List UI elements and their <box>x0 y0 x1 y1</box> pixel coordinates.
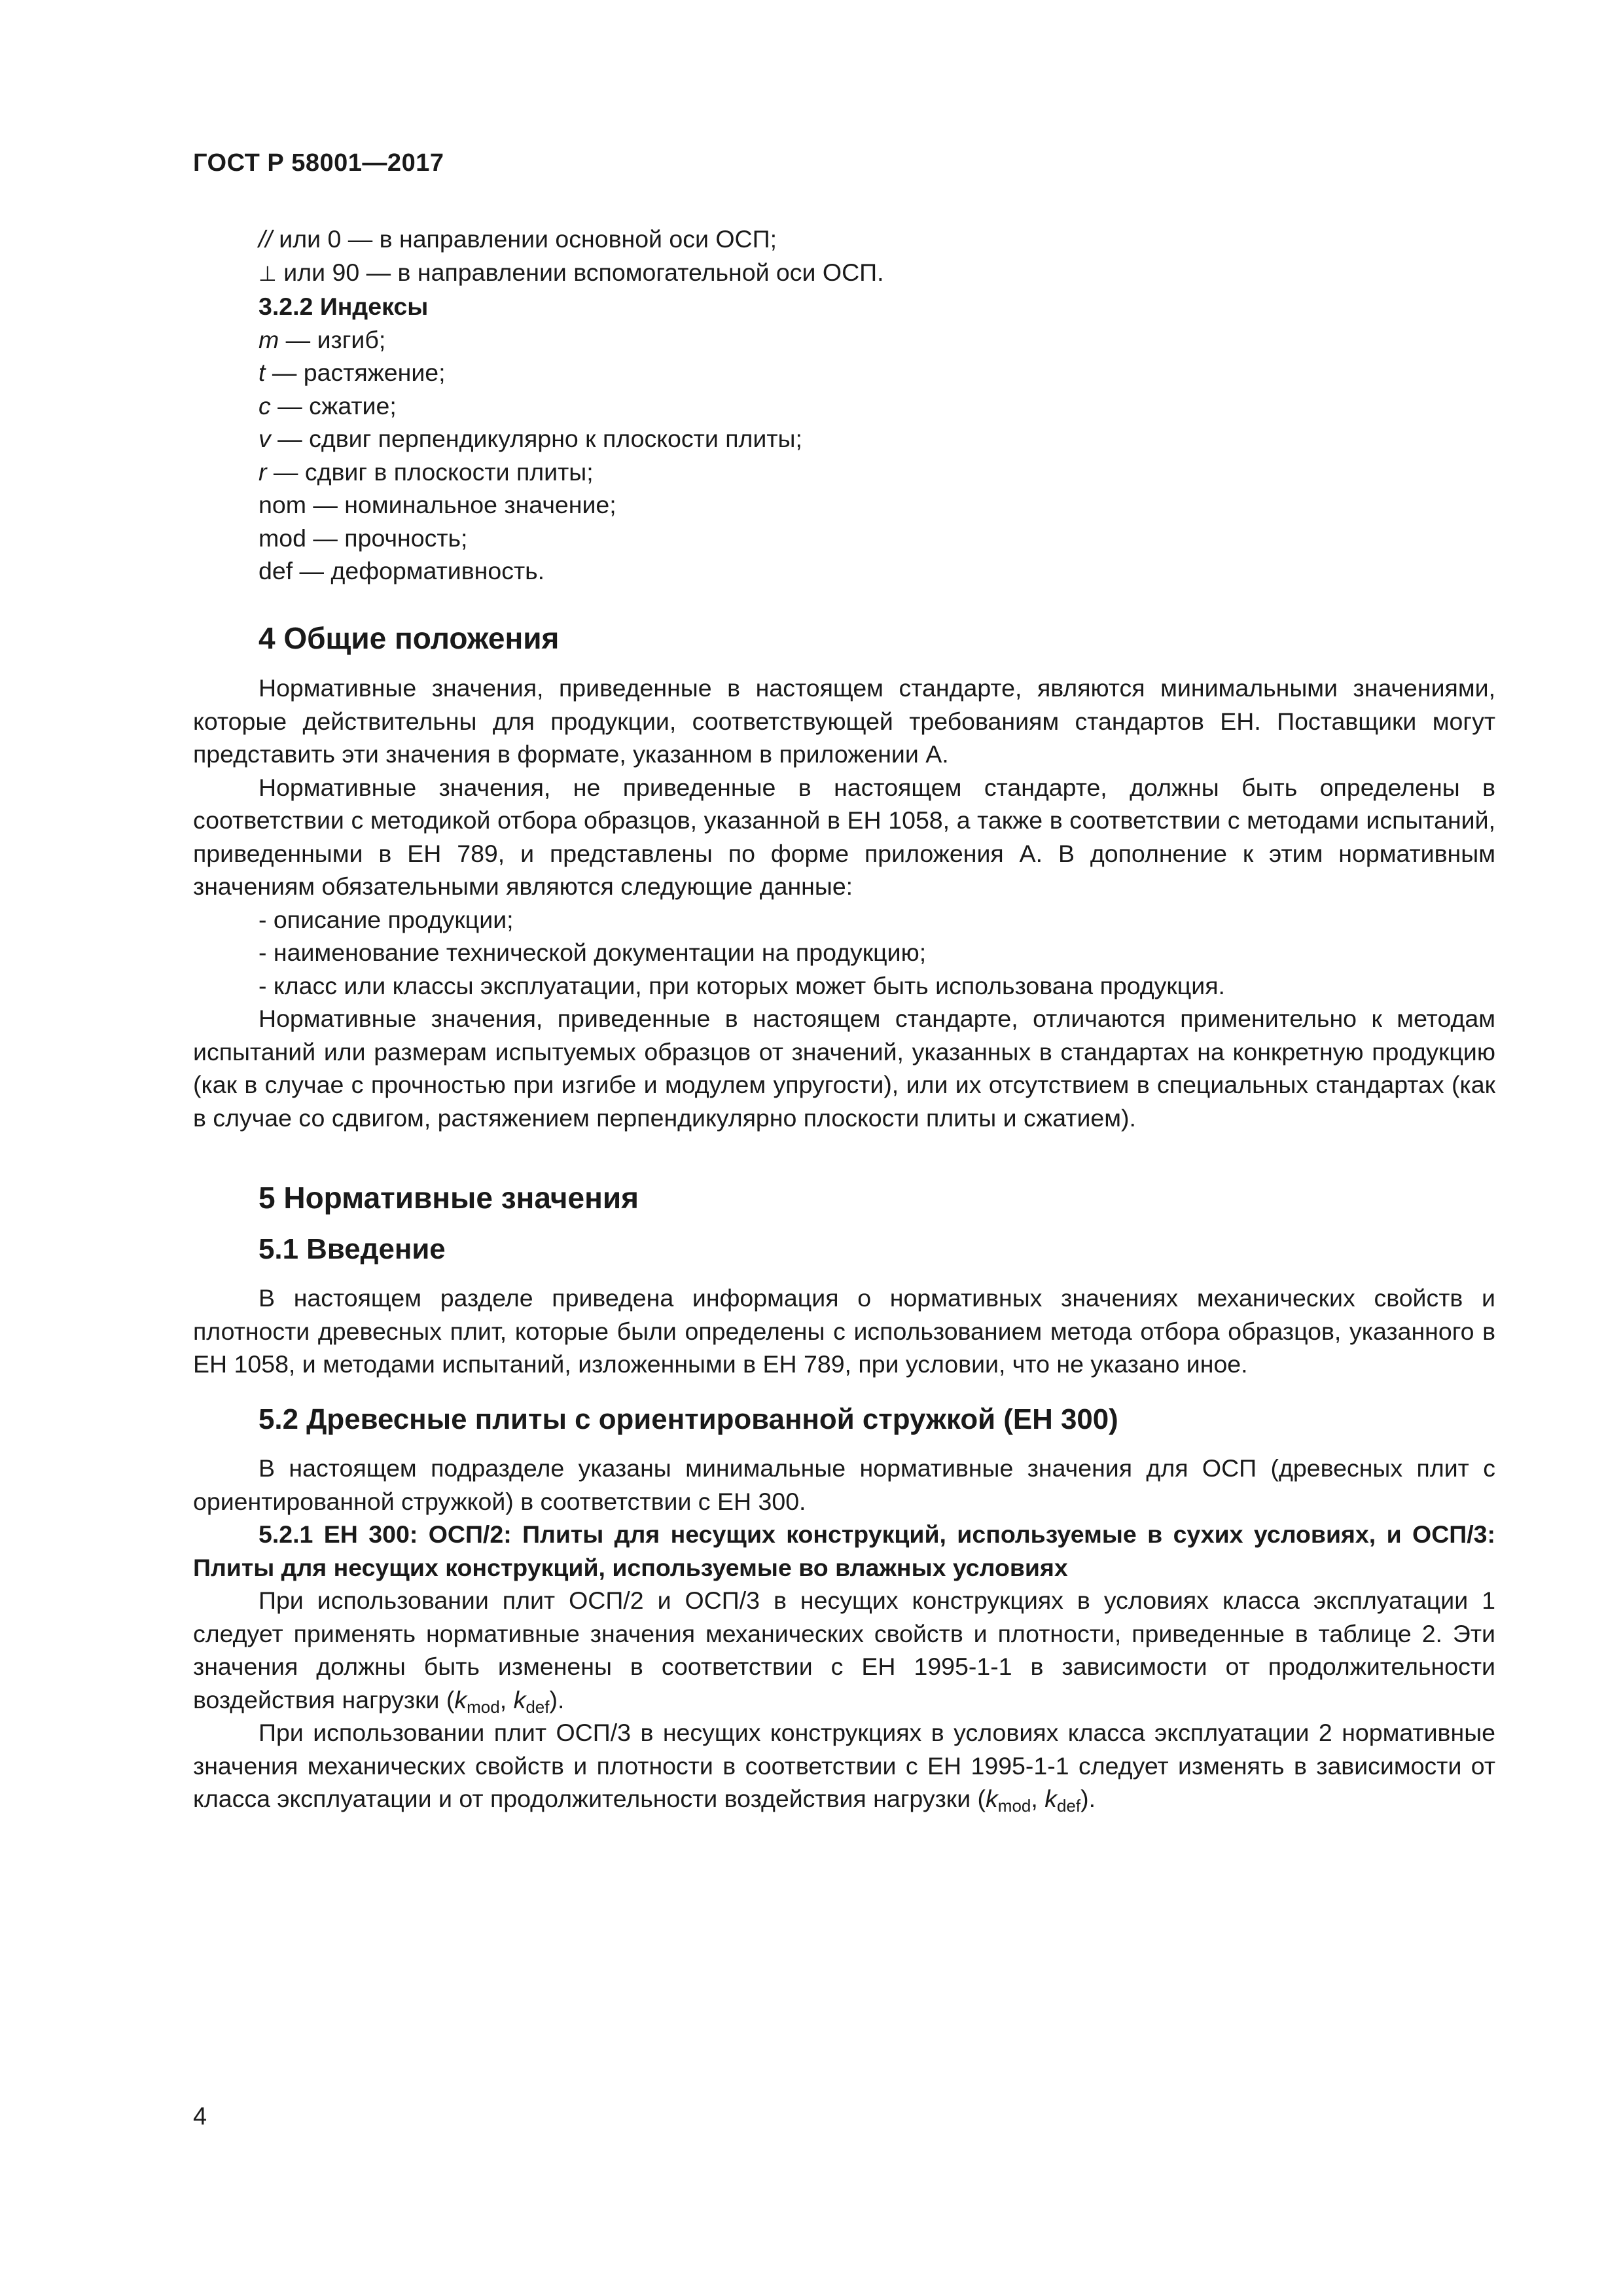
k-symbol: k <box>454 1685 467 1713</box>
def-subscript: def <box>1056 1796 1081 1816</box>
index-text: — номинальное значение; <box>306 491 616 518</box>
index-symbol: r <box>259 457 267 486</box>
mod-subscript: mod <box>467 1696 500 1717</box>
index-line <box>193 554 1495 588</box>
section-4-paragraph: Нормативные значения, приведенные в настоящем стандарте, отличаются применительно к методам испытаний или размерам испытуемых образцов от значений, указанных в стандартах на конкретную продукцию (как в случае с прочностью при изгибе и модулем упругости), или их отсутствием в специальных стандартах (как в случае со сдвигом, растяжением перпендикулярно плоскости плиты и сжатием). <box>193 1005 1495 1132</box>
subsection-5-2-text: В настоящем подразделе указаны минимальные нормативные значения для ОСП (древесных плит с ориентированной стружкой) в соответствии с ЕН 300. <box>193 1454 1495 1515</box>
k-symbol: k <box>513 1685 526 1713</box>
indices-heading: 3.2.2 Индексы <box>259 293 429 320</box>
symbol-line <box>193 223 1495 256</box>
list-item: - описание продукции; <box>259 905 514 933</box>
subsection-5-2-1-paragraph <box>193 1716 1495 1816</box>
section-5-title: 5 Нормативные значения <box>259 1181 639 1215</box>
section-4-title: 4 Общие положения <box>259 620 560 655</box>
index-symbol: v <box>259 425 271 452</box>
subsection-5-2-title: 5.2 Древесные плиты с ориентированной стружкой (ЕН 300) <box>259 1403 1118 1435</box>
index-line <box>193 422 1495 456</box>
index-symbol: mod <box>259 524 306 552</box>
paragraph-text: При использовании плит ОСП/2 и ОСП/3 в несущих конструкциях в условиях класса эксплуатации 1 следует применять нормативные значения механических свойств и плотности, приведенные в таблице 2. Эти значения должны быть изменены в соответствии с ЕН 1995-1-1 в зависимости от продолжительности воздействия нагрузки ( <box>193 1587 1495 1713</box>
paragraph-text: При использовании плит ОСП/3 в несущих конструкциях в условиях класса эксплуатации 2 нормативные значения механических свойств и плотности в соответствии с ЕН 1995-1-1 следует изменять в зависимости от класса эксплуатации и от продолжительности воздействия нагрузки ( <box>193 1719 1495 1812</box>
subsection-5-1-text: В настоящем разделе приведена информация о нормативных значениях механических свойств и плотности древесных плит, которые были определены с использованием метода отбора образцов, указанного в ЕН 1058, и методами испытаний, изложенными в ЕН 789, при условии, что не указано иное. <box>193 1284 1495 1378</box>
closing: ). <box>549 1685 565 1713</box>
page-number: 4 <box>193 2103 207 2130</box>
subsection-5-2-1-paragraph <box>193 1584 1495 1716</box>
subsection-5-2-1-title: 5.2.1 ЕН 300: ОСП/2: Плиты для несущих конструкций, используемые в сухих условиях, и ОСП/3: Плиты для несущих конструкций, используемые во влажных условиях <box>193 1520 1495 1581</box>
symbol-text: или 0 — в направлении основной оси ОСП; <box>272 225 777 253</box>
index-line <box>193 456 1495 489</box>
closing: ). <box>1080 1785 1096 1812</box>
index-text: — сжатие; <box>270 391 397 420</box>
section-4-paragraph: Нормативные значения, приведенные в настоящем стандарте, являются минимальными значениями, которые действительны для продукции, соответствующей требованиям стандартов ЕН. Поставщики могут представить эти значения в формате, указанном в приложении А. <box>193 674 1495 768</box>
index-text: — деформативность. <box>293 557 545 584</box>
index-line <box>193 323 1495 357</box>
index-symbol: c <box>259 391 271 420</box>
index-text: — сдвиг перпендикулярно к плоскости плиты; <box>270 425 802 452</box>
separator: , <box>499 1685 514 1713</box>
symbol: // <box>259 225 272 253</box>
list-item: - наименование технической документации на продукцию; <box>259 939 927 966</box>
index-text: — изгиб; <box>279 325 386 353</box>
mod-subscript: mod <box>997 1796 1031 1816</box>
index-text: — сдвиг в плоскости плиты; <box>266 457 594 486</box>
list-item: - класс или классы эксплуатации, при которых может быть использована продукция. <box>259 971 1225 999</box>
k-symbol: k <box>986 1785 998 1812</box>
index-text: — прочность; <box>306 524 468 552</box>
section-4-paragraph: Нормативные значения, не приведенные в настоящем стандарте, должны быть определены в соответствии с методикой отбора образцов, указанной в ЕН 1058, а также в соответствии с методами испытаний, приведенными в ЕН 789, и представлены по форме приложения А. В дополнение к этим нормативным значениям обязательными являются следующие данные: <box>193 773 1495 900</box>
index-line <box>193 488 1495 522</box>
symbol-line <box>193 256 1495 291</box>
index-line <box>193 389 1495 423</box>
running-header: ГОСТ Р 58001—2017 <box>193 149 444 177</box>
index-symbol: def <box>259 557 293 584</box>
index-line <box>193 522 1495 555</box>
def-subscript: def <box>526 1696 550 1717</box>
index-line <box>193 356 1495 389</box>
index-symbol: nom <box>259 491 306 518</box>
page-content <box>193 223 1495 1816</box>
index-text: — растяжение; <box>265 359 446 386</box>
separator: , <box>1031 1785 1045 1812</box>
k-symbol: k <box>1044 1785 1057 1812</box>
symbol: ⊥ <box>259 261 277 285</box>
symbol-text: или 90 — в направлении вспомогательной оси ОСП. <box>276 258 884 286</box>
index-symbol: t <box>259 359 266 386</box>
index-symbol: m <box>259 325 279 353</box>
subsection-5-1-title: 5.1 Введение <box>259 1232 446 1265</box>
